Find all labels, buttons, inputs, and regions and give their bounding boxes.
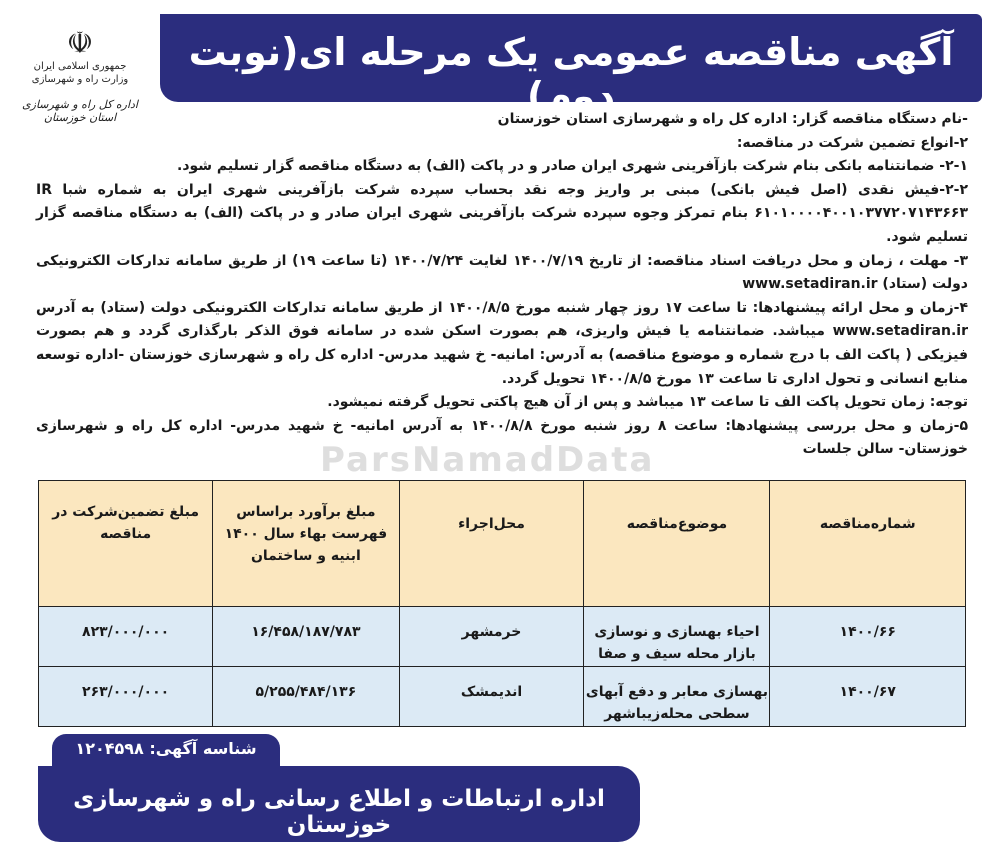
cell-location: اندیمشک xyxy=(399,667,584,727)
table-row xyxy=(39,667,966,727)
cell-subject: احیاء بهسازی و نوسازی بازار محله سیف و صفا xyxy=(584,607,770,667)
cell-tender-number: ۱۴۰۰/۶۶ xyxy=(770,607,966,667)
guarantee-types: ۲-انواع تضمین شرکت در مناقصه: xyxy=(736,134,968,151)
cell-estimate: ۱۶/۴۵۸/۱۸۷/۷۸۳ xyxy=(213,607,399,667)
header-estimate: مبلغ برآورد براساس فهرست بهاء سال ۱۴۰۰ ابنیه و ساختمان xyxy=(213,481,399,607)
logo-line-office: اداره کل راه و شهرسازی استان خوزستان xyxy=(22,98,138,124)
footer-banner xyxy=(38,766,640,842)
announcement-body xyxy=(36,108,968,462)
cell-estimate: ۵/۲۵۵/۴۸۴/۱۳۶ xyxy=(213,667,399,727)
ad-id-badge: شناسه آگهی: ۱۲۰۴۵۹۸ xyxy=(52,734,280,766)
document-deadline: ۳- مهلت ، زمان و محل دریافت اسناد مناقصه: از تاریخ ۱۴۰۰/۷/۱۹ لغایت ۱۴۰۰/۷/۲۴ (تا ساعت ۱۹) از طریق سامانه تدارکات الکترونیکی دولت (ستاد) www.setadiran.ir xyxy=(36,252,968,293)
title-banner xyxy=(160,14,982,118)
organizer-line: -نام دستگاه مناقصه گزار: اداره کل راه و شهرسازی استان خوزستان xyxy=(497,111,968,127)
guarantee-bank: ۲-۱- ضمانتنامه بانکی بنام شرکت بازآفرینی شهری ایران صادر و در پاکت (الف) به دستگاه مناقصه گزار تسلیم شود. xyxy=(177,158,968,175)
header-location: محل‌اجراء xyxy=(399,481,584,607)
watermark-text: ParsNamadData xyxy=(320,440,655,480)
cell-guarantee: ۸۲۳/۰۰۰/۰۰۰ xyxy=(39,607,213,667)
guarantee-cash: ۲-۲-فیش نقدی (اصل فیش بانکی) مبنی بر واریز وجه نقد بحساب سپرده شرکت بازآفرینی شهری ایران به شماره شبا IR ۶۱۰۱۰۰۰۰۴۰۰۱۰۳۷۷۲۰۷۱۴۳۶۶۳ بنام تمرکز وجوه سپرده شرکت بازآفرینی شهری ایران صادر و در پاکت (الف) به دستگاه مناقصه گزار تسلیم شود. xyxy=(36,181,968,245)
footer-text: اداره ارتباطات و اطلاع رسانی راه و شهرسازی خوزستان xyxy=(73,786,605,838)
iran-emblem-icon: ☫ xyxy=(66,26,94,61)
table-row xyxy=(39,607,966,667)
cell-location: خرمشهر xyxy=(399,607,584,667)
logo-line-country: جمهوری اسلامی ایران xyxy=(33,61,127,72)
cell-guarantee: ۲۶۳/۰۰۰/۰۰۰ xyxy=(39,667,213,727)
header-subject: موضوع‌مناقصه xyxy=(584,481,770,607)
cell-subject: بهسازی معابر و دفع آبهای سطحی محله‌زیباشهر xyxy=(584,667,770,727)
submission-details: ۴-زمان و محل ارائه پیشنهادها: تا ساعت ۱۷ روز چهار شنبه مورخ ۱۴۰۰/۸/۵ از طریق سامانه تدارکات الکترونیکی دولت (ستاد) به آدرس www.setadiran.ir میباشد. ضمانتنامه یا فیش واریزی، هم بصورت اسکن شده در سامانه فوق الذکر بارگذاری گردد و هم بصورت فیزیکی ( پاکت الف با درج شماره و موضوع مناقصه) به آدرس: امانیه- خ شهید مدرس- اداره کل راه و شهرسازی خوزستان -اداره توسعه منابع انسانی و تحول اداری تا ساعت ۱۳ مورخ ۱۴۰۰/۸/۵ تحویل گردد. xyxy=(36,299,969,387)
page-title: آگهی مناقصه عمومی یک مرحله ای(نوبت دوم) xyxy=(188,30,954,118)
table-header-row xyxy=(39,481,966,607)
cell-tender-number: ۱۴۰۰/۶۷ xyxy=(770,667,966,727)
header-guarantee: مبلغ تضمین‌شرکت در مناقصه xyxy=(39,481,213,607)
header-tender-number: شماره‌مناقصه xyxy=(770,481,966,607)
logo-line-ministry: وزارت راه و شهرسازی xyxy=(31,74,129,85)
tender-table xyxy=(38,480,966,727)
attention-note: توجه: زمان تحویل پاکت الف تا ساعت ۱۳ میباشد و پس از آن هیچ پاکتی تحویل گرفته نمیشود. xyxy=(327,394,968,411)
review-details: ۵-زمان و محل بررسی پیشنهادها: ساعت ۸ روز شنبه مورخ ۱۴۰۰/۸/۸ به آدرس امانیه- خ شهید مدرس- اداره کل راه و شهرسازی خوزستان- سالن جلسات xyxy=(36,417,968,458)
